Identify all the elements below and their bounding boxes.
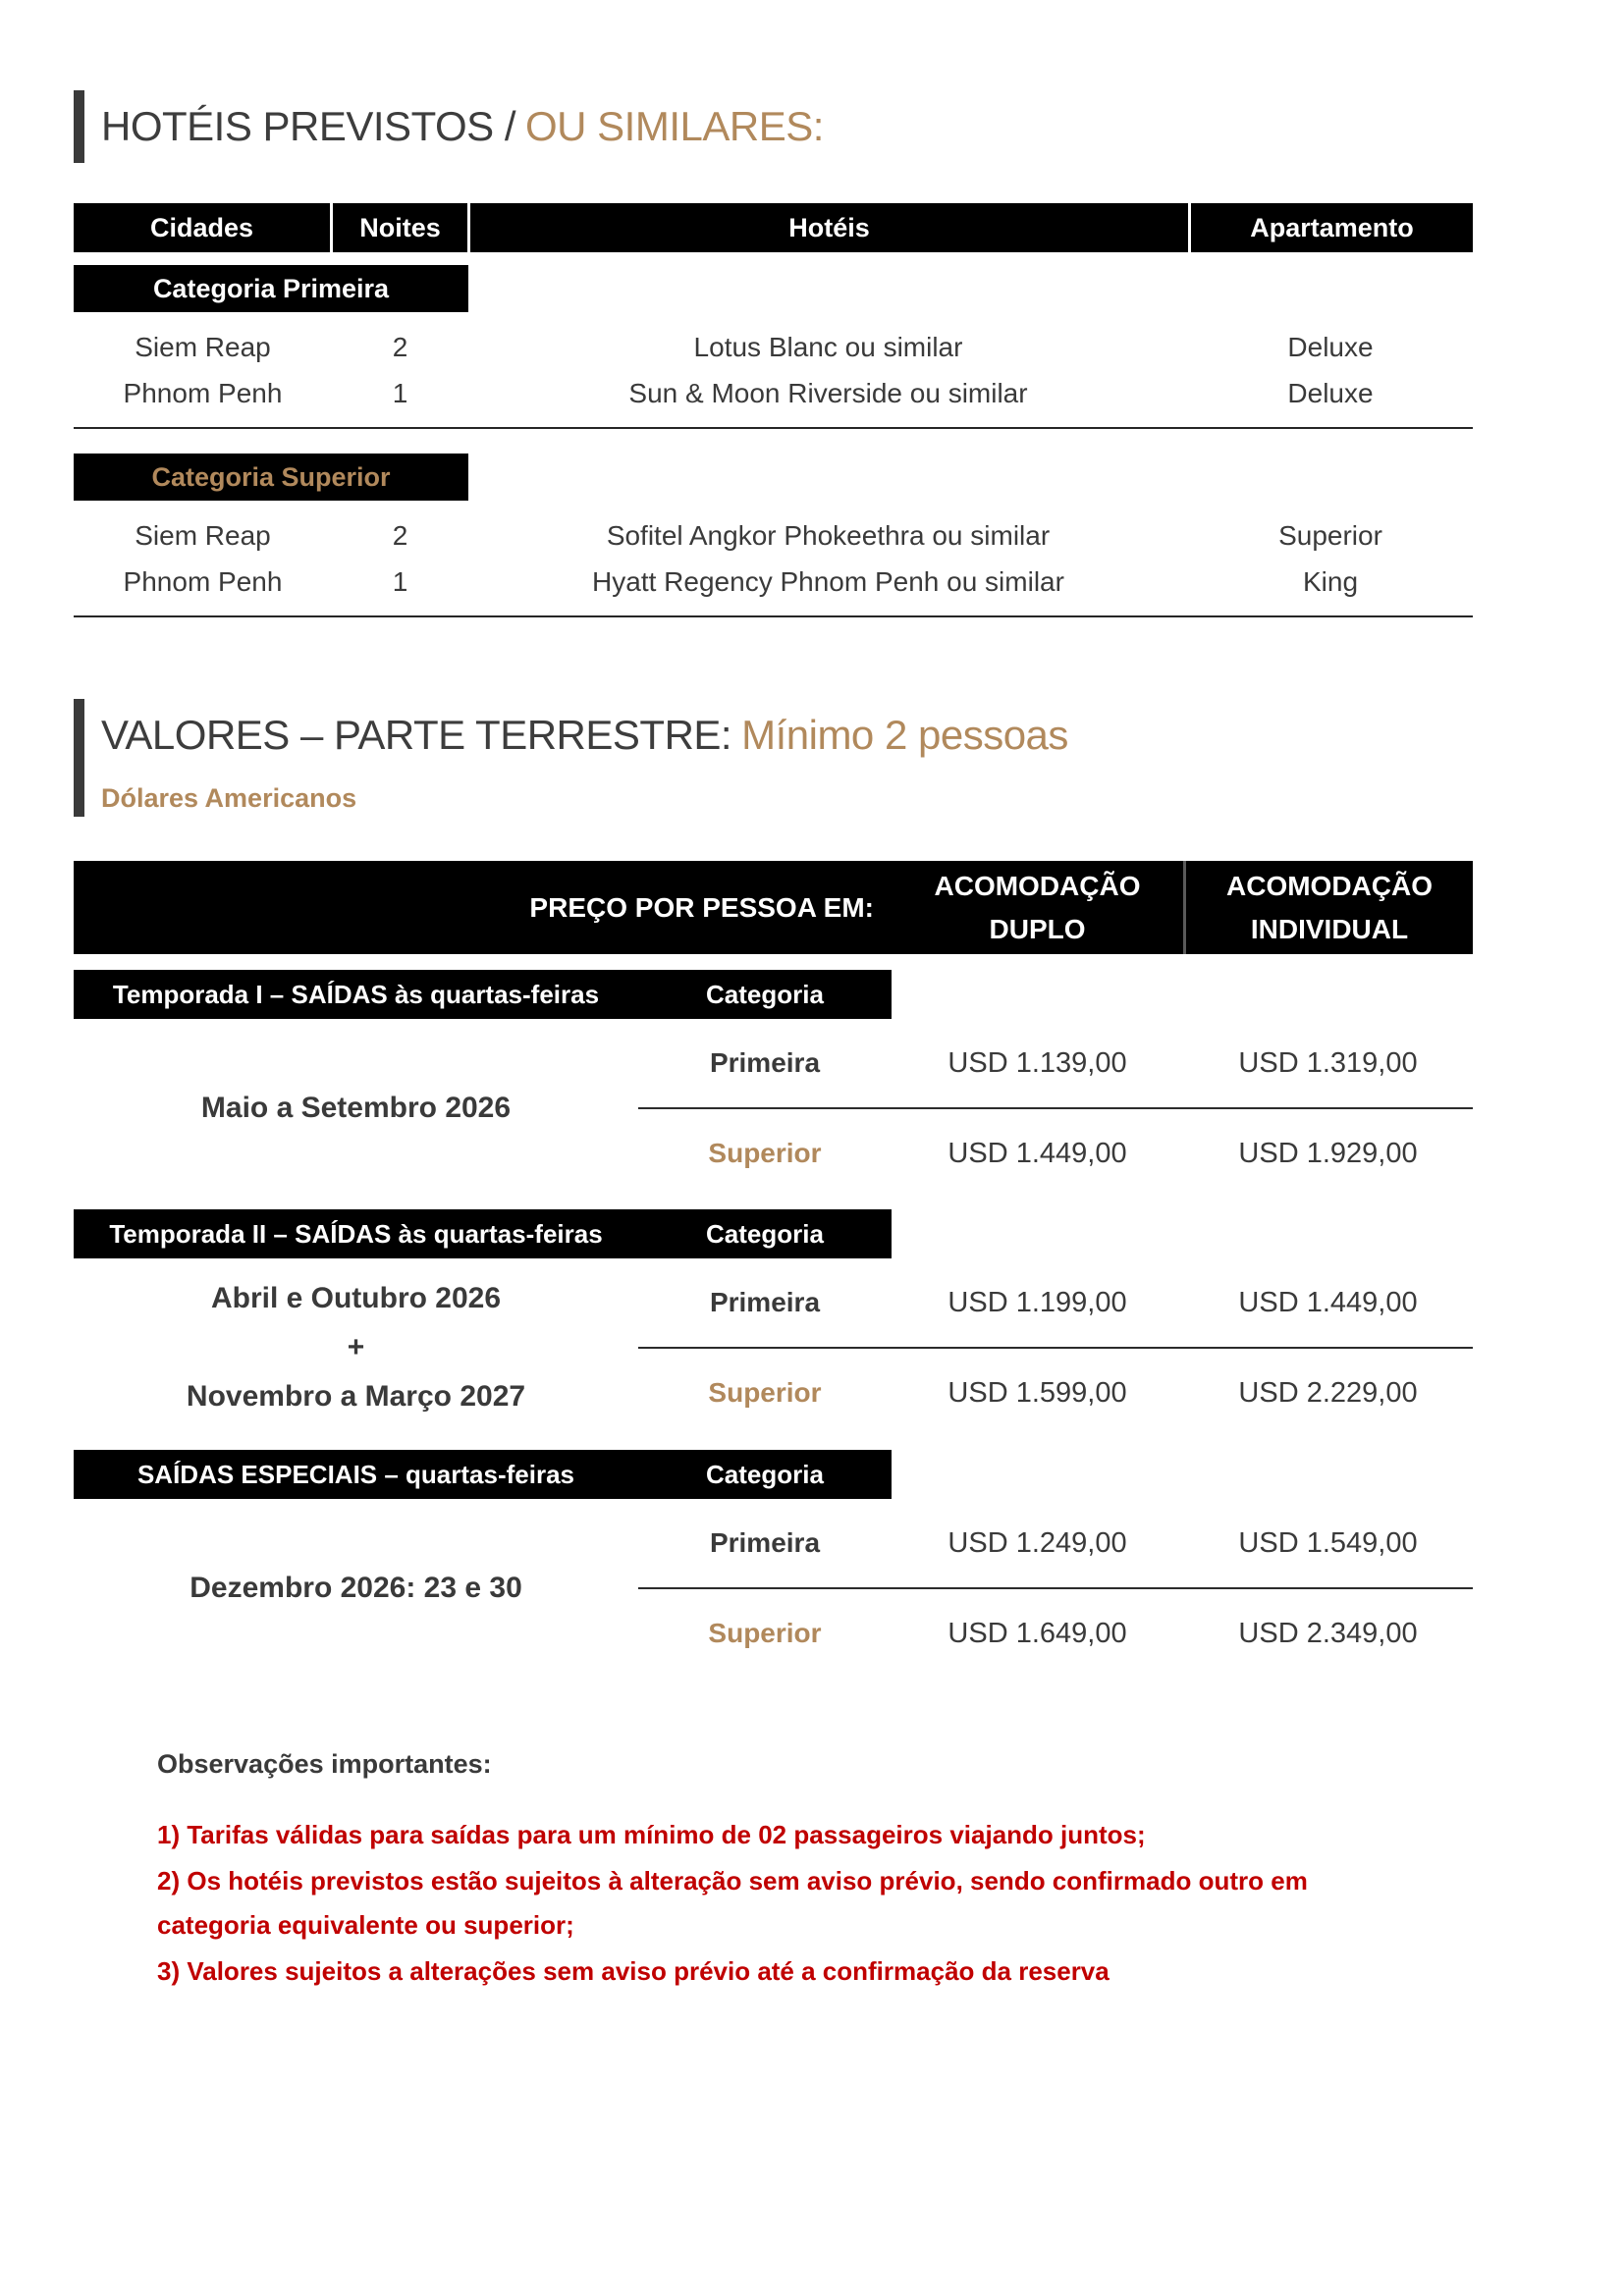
table-row: [74, 512, 1473, 559]
price-table: [74, 861, 1473, 1678]
season-band-categoria: Categoria: [706, 1459, 824, 1489]
cell-hotel: Hyatt Regency Phnom Penh ou similar: [592, 565, 1064, 597]
hotels-group-superior: [74, 454, 1473, 617]
table-row: [74, 370, 1473, 416]
category-badge-superior: Categoria Superior: [74, 454, 468, 501]
period-label: [74, 1258, 638, 1437]
price-header-label: PREÇO POR PESSOA EM:: [529, 891, 874, 923]
cell-hotel: Sofitel Angkor Phokeethra ou similar: [606, 519, 1051, 551]
hotels-rows: [74, 324, 1473, 416]
heading-accent-bar: [74, 699, 84, 817]
section-heading-values: [74, 699, 1068, 817]
important-notes: [157, 1749, 1384, 1996]
price-single: USD 2.229,00: [1238, 1376, 1418, 1409]
season-band-label: SAÍDAS ESPECIAIS – quartas-feiras: [136, 1459, 575, 1489]
cell-room: Deluxe: [1287, 377, 1374, 408]
season-band: [74, 1209, 892, 1258]
hotels-table-header: [74, 203, 1473, 252]
heading-values-dark: VALORES – PARTE TERRESTRE:: [101, 712, 732, 758]
heading-values-block: [101, 699, 1068, 814]
price-rows: [74, 1258, 1473, 1437]
season-band-categoria: Categoria: [706, 979, 824, 1009]
cell-room: Superior: [1278, 519, 1382, 551]
category-superior: Superior: [708, 1618, 822, 1648]
price-single: USD 1.319,00: [1238, 1046, 1418, 1079]
cell-hotel: Lotus Blanc ou similar: [693, 331, 963, 362]
price-double: USD 1.649,00: [947, 1617, 1127, 1649]
note-item-1: 1) Tarifas válidas para saídas para um mínimo de 02 passageiros viajando juntos;: [157, 1820, 1146, 1849]
price-section-temporada-1: [74, 970, 1473, 1198]
price-rows: [74, 1019, 1473, 1198]
category-superior: Superior: [708, 1138, 822, 1168]
price-double: USD 1.599,00: [947, 1376, 1127, 1409]
season-band: [74, 1450, 892, 1499]
col-header-hoteis: Hotéis: [470, 203, 1188, 252]
col-single-line2: INDIVIDUAL: [1250, 913, 1409, 944]
notes-title: Observações importantes:: [157, 1749, 492, 1779]
col-single-line1: ACOMODAÇÃO: [1226, 870, 1433, 901]
cell-nights: 1: [392, 377, 408, 408]
season-band-label: Temporada II – SAÍDAS às quartas-feiras: [109, 1218, 603, 1249]
col-header-noites: Noites: [333, 203, 467, 252]
category-primeira: Primeira: [709, 1287, 821, 1317]
heading-hotels-accent: OU SIMILARES:: [525, 103, 824, 149]
table-row: [74, 324, 1473, 370]
cell-room: Deluxe: [1287, 331, 1374, 362]
col-header-apartamento: Apartamento: [1191, 203, 1473, 252]
period-label: [74, 1499, 638, 1678]
category-superior: Superior: [708, 1377, 822, 1408]
col-double-line2: DUPLO: [989, 913, 1086, 944]
price-double: USD 1.249,00: [947, 1526, 1127, 1559]
price-single: USD 2.349,00: [1238, 1617, 1418, 1649]
heading-values-text: [101, 699, 1068, 772]
cell-room: King: [1302, 565, 1359, 597]
price-rows: [74, 1499, 1473, 1678]
heading-values-accent: Mínimo 2 pessoas: [741, 712, 1068, 758]
cell-hotel: Sun & Moon Riverside ou similar: [628, 377, 1028, 408]
cell-city: Phnom Penh: [123, 565, 283, 597]
table-row: [74, 559, 1473, 605]
price-double: USD 1.199,00: [947, 1286, 1127, 1318]
price-single: USD 1.449,00: [1238, 1286, 1418, 1318]
heading-values-subtitle: Dólares Americanos: [101, 783, 357, 813]
period-label: [74, 1019, 638, 1198]
season-band-label: Temporada I – SAÍDAS às quartas-feiras: [112, 979, 600, 1009]
price-single: USD 1.549,00: [1238, 1526, 1418, 1559]
price-double: USD 1.139,00: [947, 1046, 1127, 1079]
col-header-individual: [1183, 861, 1473, 954]
heading-hotels-dark: HOTÉIS PREVISTOS /: [101, 103, 515, 149]
category-primeira: Primeira: [709, 1047, 821, 1078]
cell-city: Siem Reap: [135, 331, 271, 362]
cell-nights: 1: [392, 565, 408, 597]
category-primeira: Primeira: [709, 1527, 821, 1558]
period-line: +: [347, 1331, 365, 1363]
price-table-header: [74, 861, 1473, 954]
period-line: Novembro a Março 2027: [186, 1380, 526, 1413]
hotels-group-primeira: [74, 265, 1473, 429]
price-double: USD 1.449,00: [947, 1137, 1127, 1169]
cell-nights: 2: [392, 331, 408, 362]
col-header-cidades: Cidades: [74, 203, 330, 252]
price-single: USD 1.929,00: [1238, 1137, 1418, 1169]
hotels-table: [74, 203, 1473, 617]
period-line: Abril e Outubro 2026: [210, 1282, 502, 1314]
col-header-double: [892, 861, 1183, 954]
period-line: Dezembro 2026: 23 e 30: [189, 1572, 522, 1604]
season-band: [74, 970, 892, 1019]
note-item-2: 2) Os hotéis previstos estão sujeitos à alteração sem aviso prévio, sendo confirmado outro em categoria equivalente ou superior;: [157, 1866, 1308, 1940]
col-double-line1: ACOMODAÇÃO: [934, 870, 1141, 901]
season-band-categoria: Categoria: [706, 1218, 824, 1249]
cell-nights: 2: [392, 519, 408, 551]
period-line: Maio a Setembro 2026: [200, 1092, 512, 1124]
hotels-rows: [74, 512, 1473, 605]
price-section-saidas-especiais: [74, 1450, 1473, 1678]
note-item-3: 3) Valores sujeitos a alterações sem aviso prévio até a confirmação da reserva: [157, 1956, 1110, 1986]
category-badge-primeira: Categoria Primeira: [74, 265, 468, 312]
cell-city: Siem Reap: [135, 519, 271, 551]
heading-hotels-text: [101, 90, 824, 163]
cell-city: Phnom Penh: [123, 377, 283, 408]
section-heading-hotels: [74, 90, 824, 163]
price-section-temporada-2: [74, 1209, 1473, 1437]
heading-accent-bar: [74, 90, 84, 163]
